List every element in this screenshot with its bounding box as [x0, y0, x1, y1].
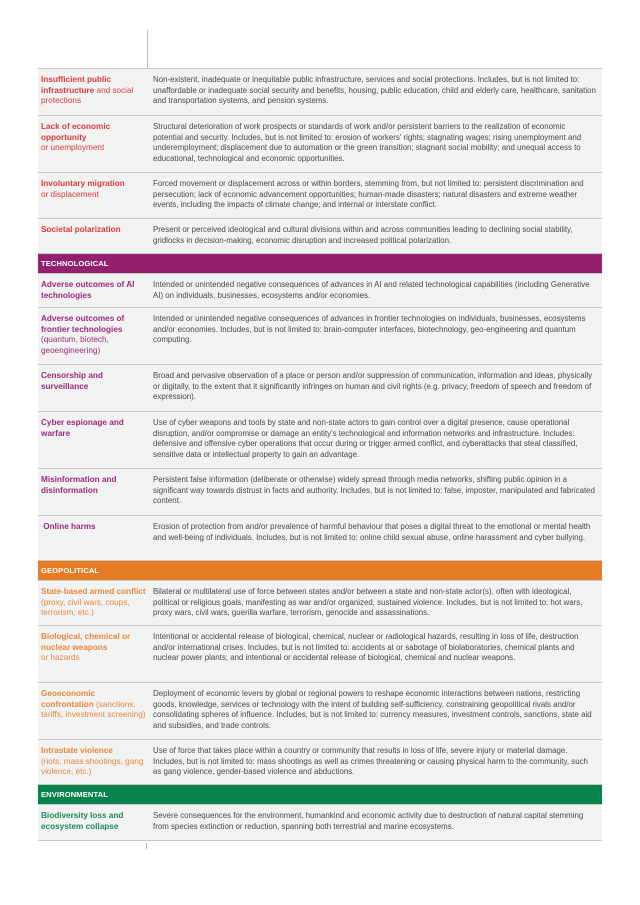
category-header-geopolitical: GEOPOLITICAL — [38, 560, 602, 580]
column-divider-bottom — [146, 843, 147, 849]
risk-definitions-table — [38, 68, 602, 841]
risk-description: Non-existent, inadequate or inequitable public infrastructure, services and social protections. Includes, but is not limited to: unaffordable or inadequate social security and benefits, housing, public education, child and elderly care, healthcare, sanitation and transportation systems, and pension systems. — [153, 75, 596, 106]
risk-description: Structural deterioration of work prospects or standards of work and/or persistent barriers to the realization of economic potential and security. Includes, but is not limited to: erosion of workers' rights; stagnating wages; rising unemployment and underemployment; displacement due to automation or the green transition; stagnant social mobility; and unequal access to educational, technological and economic opportunities. — [153, 122, 582, 163]
risk-description: Present or perceived ideological and cultural divisions within and across communities leading to declining social stability, gridlocks in decision-making, economic disruption and increased political polarization. — [153, 225, 573, 245]
risk-description: Broad and pervasive observation of a place or person and/or suppression of communication, information and ideas, physically or digitally, to the extent that it significantly infringes on human and civil rights (e.g. privacy, freedom of speech and freedom of expression). — [153, 371, 593, 402]
risk-title: Lack of economic opportunity or unemployment — [41, 122, 111, 153]
risk-description: Bilateral or multilateral use of force between states and/or between a state and non-state actor(s), often with ideological, political or religious goals, manifesting as war and/or organized, sustained violence. Includes, but is not limited to: hot wars, proxy wars, civil wars, guerilla warfare, terrorism, genocide and assassinations. — [153, 587, 583, 618]
table-row — [38, 804, 602, 841]
risk-title: Censorship and surveillance — [41, 371, 103, 391]
risk-description: Deployment of economic levers by global or regional powers to reshape economic interactions between nations, restricting goods, knowledge, services or technology with the intent of building self-sufficiency, constraining geopolitical rivals and/or consolidating spheres of influence. Includes, but is not limited to: currency measures, investment controls, sanctions, state aid and subsidies, and trade controls. — [153, 689, 592, 730]
table-row — [38, 68, 602, 115]
risk-title: Intrastate violence (riots, mass shootings, gang violence, etc.) — [41, 746, 144, 777]
risk-title: State-based armed conflict (proxy, civil wars, coups, terrorism, etc.) — [41, 587, 146, 618]
risk-description: Erosion of protection from and/or prevalence of harmful behaviour that poses a digital threat to the emotional or mental health and well-being of individuals. Includes, but is not limited to: online child sexual abuse, online harassment and cyber bullying. — [153, 522, 591, 542]
risk-title: Insufficient public infrastructure and social protections — [41, 75, 134, 106]
risk-description: Use of cyber weapons and tools by state and non-state actors to gain control over a digital presence, cause operational disruption, and/or compromise or damage an entity's technological and information networks and infrastructure. Includes: defensive and offensive cyber operations that occur during or trigger armed conflict, and cyberattacks that steal classified, sensitive data or intellectual property to gain an advantage. — [153, 418, 578, 459]
table-row — [38, 625, 602, 682]
table-row — [38, 682, 602, 739]
table-row — [38, 218, 602, 253]
table-row — [38, 515, 602, 560]
risk-description: Severe consequences for the environment, humankind and economic activity due to destruction of natural capital stemming from species extinction or reduction, spanning both terrestrial and marine ecosystems. — [153, 811, 584, 831]
risk-title: Cyber espionage and warfare — [41, 418, 124, 438]
risk-title: Adverse outcomes of frontier technologies (quantum, biotech, geoengineering) — [41, 314, 125, 355]
risk-description: Persistent false information (deliberate or otherwise) widely spread through media networks, shifting public opinion in a significant way towards distrust in facts and authority. Includes, but is not limited to: false, imposter, manipulated and fabricated content. — [153, 475, 595, 506]
risk-title: Biodiversity loss and ecosystem collapse — [41, 811, 124, 831]
table-row — [38, 468, 602, 515]
column-divider-top — [147, 30, 148, 68]
table-row — [38, 172, 602, 218]
risk-title: Online harms — [41, 522, 96, 531]
category-header-environmental: ENVIRONMENTAL — [38, 784, 602, 804]
table-row — [38, 411, 602, 468]
risk-description: Intentional or accidental release of biological, chemical, nuclear or radiological hazards, resulting in loss of life, destruction and/or international crises. Includes, but is not limited to: accidents at or sabotage of biolaboratories, chemical plants and nuclear power plants; and intentional or accidental release of biological, chemical and nuclear weapons. — [153, 632, 579, 663]
table-row — [38, 580, 602, 625]
risk-description: Intended or unintended negative consequences of advances in AI and related technological capabilities (including Generative AI) on individuals, businesses, ecosystems and/or economies. — [153, 280, 590, 300]
risk-description: Intended or unintended negative consequences of advances in frontier technologies on individuals, businesses, ecosystems and/or economies. Includes, but is not limited to: brain-computer interfaces, biotechnology, geo-engineering and quantum computing. — [153, 314, 586, 345]
table-row — [38, 273, 602, 307]
table-row — [38, 364, 602, 411]
table-row — [38, 307, 602, 364]
risk-description: Forced movement or displacement across or within borders, stemming from, but not limited to: persistent discrimination and persecution; lack of economic advancement opportunities; human-made disasters; natural disasters and extreme weather events, including the impacts of climate change; and internal or interstate conflict. — [153, 179, 584, 210]
risk-title: Involuntary migration or displacement — [41, 179, 125, 199]
table-row — [38, 739, 602, 784]
risk-description: Use of force that takes place within a country or community that results in loss of life, severe injury or material damage. Includes, but is not limited to: mass shootings as well as crimes threatening or causing physical harm to the community, such as gang violence, gender-based violence and abductions. — [153, 746, 588, 777]
risk-title: Geoeconomic confrontation (sanctions, tariffs, investment screening) — [41, 689, 146, 720]
category-header-technological: TECHNOLOGICAL — [38, 253, 602, 273]
risk-title: Societal polarization — [41, 225, 121, 234]
risk-title: Misinformation and disinformation — [41, 475, 117, 495]
risk-title: Biological, chemical or nuclear weapons or hazards — [41, 632, 131, 663]
risk-title: Adverse outcomes of AI technologies — [41, 280, 135, 300]
table-row — [38, 115, 602, 172]
